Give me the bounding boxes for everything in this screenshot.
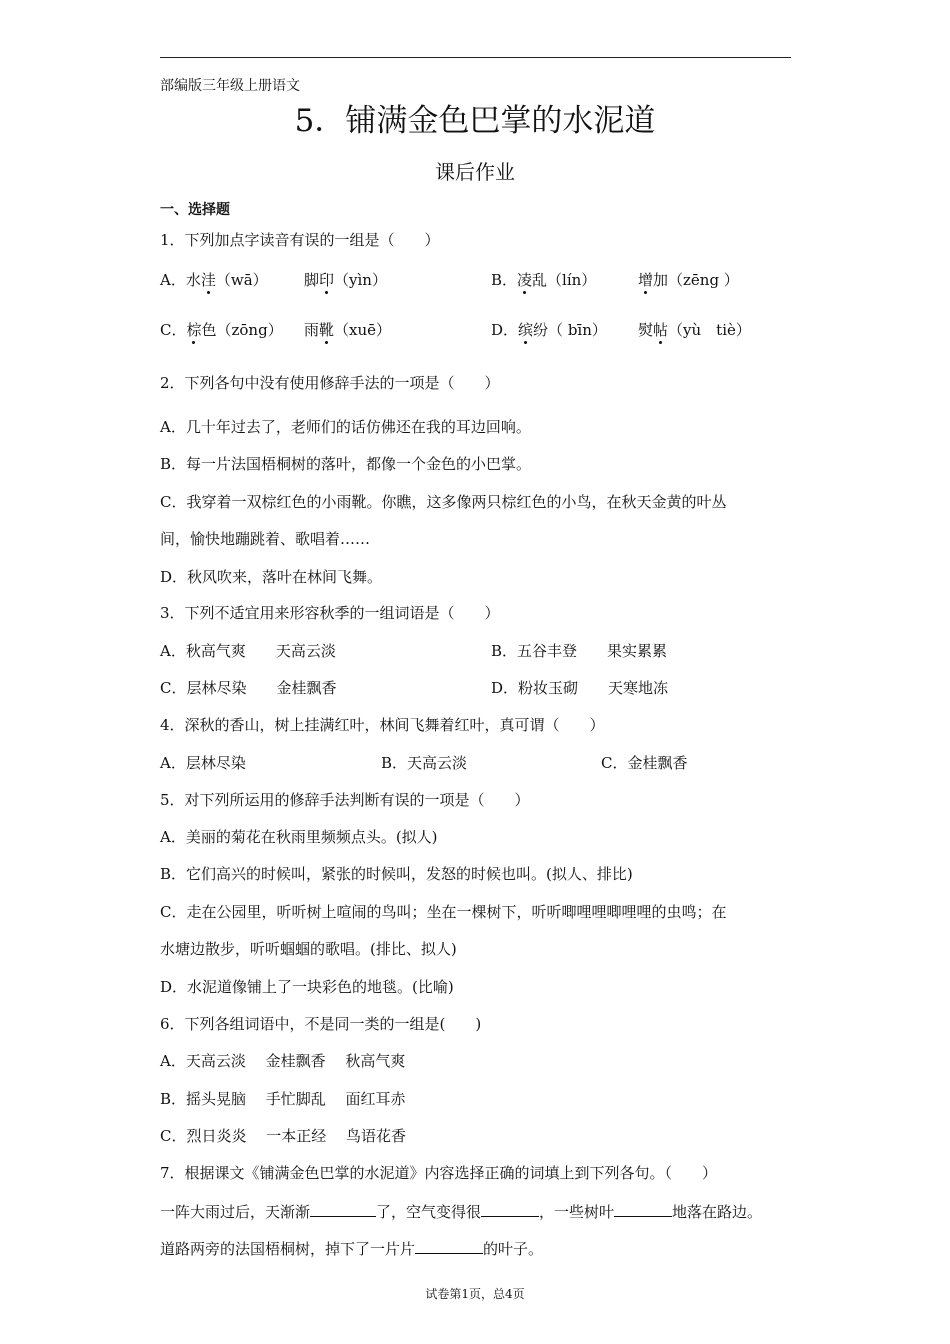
q5-option-a: A．美丽的菊花在秋雨里频频点头。(拟人): [160, 828, 438, 846]
q6-option-b: B．摇头晃脑 手忙脚乱 面红耳赤: [160, 1090, 406, 1108]
question-6-stem: 6．下列各组词语中，不是同一类的一组是( ): [160, 1015, 482, 1033]
q1-option-a-second: 脚印（yìn）: [304, 271, 387, 289]
q4-option-a: A．层林尽染: [160, 754, 246, 772]
document-header: 部编版三年级上册语文: [160, 78, 300, 94]
q5-option-c-line2: 水塘边散步，听听蝈蝈的歌唱。(排比、拟人): [160, 940, 457, 958]
q3-option-b: B．五谷丰登 果实累累: [491, 642, 668, 660]
question-1-stem: 1．下列加点字读音有误的一组是（ ）: [160, 231, 440, 249]
q7-fill-line-2: 道路两旁的法国梧桐树，掉下了一片片 的叶子。: [160, 1240, 544, 1258]
q1-option-d-first: D．缤纷（ bīn）: [491, 321, 607, 339]
q5-option-c-line1: C．走在公园里，听听树上喧闹的鸟叫；坐在一棵树下，听听唧哩哩唧哩哩的虫鸣；在: [160, 903, 727, 921]
page-subtitle: 课后作业: [435, 160, 515, 184]
question-2-stem: 2．下列各句中没有使用修辞手法的一项是（ ）: [160, 374, 500, 392]
q4-option-c: C．金桂飘香: [601, 754, 688, 772]
q5-option-b: B．它们高兴的时候叫，紧张的时候叫，发怒的时候也叫。(拟人、排比): [160, 865, 633, 883]
q7-fill-line-1: 一阵大雨过后，天渐渐 了，空气变得很 ，一些树叶 地落在路边。: [160, 1203, 763, 1221]
q4-option-b: B．天高云淡: [381, 754, 468, 772]
q1-option-b-second: 增加（zēng ）: [638, 271, 739, 289]
question-4-stem: 4．深秋的香山，树上挂满红叶，林间飞舞着红叶，真可谓（ ）: [160, 716, 605, 734]
q3-option-c: C．层林尽染 金桂飘香: [160, 679, 337, 697]
q3-option-a: A．秋高气爽 天高云淡: [160, 642, 336, 660]
question-3-stem: 3．下列不适宜用来形容秋季的一组词语是（ ）: [160, 604, 500, 622]
q1-option-c-first: C．棕色（zōng）: [160, 321, 283, 339]
blank-2[interactable]: [481, 1201, 539, 1217]
q3-option-d: D．粉妆玉砌 天寒地冻: [491, 679, 669, 697]
q1-option-d-second: 熨帖（yù tiè）: [638, 321, 751, 339]
q1-option-a-first: A．水洼（wā）: [160, 271, 268, 289]
q6-option-a: A．天高云淡 金桂飘香 秋高气爽: [160, 1052, 406, 1070]
q5-option-d: D．水泥道像铺上了一块彩色的地毯。(比喻): [160, 978, 454, 996]
question-5-stem: 5．对下列所运用的修辞手法判断有误的一项是（ ）: [160, 791, 530, 809]
q2-option-d: D．秋风吹来，落叶在林间飞舞。: [160, 568, 383, 586]
q6-option-c: C．烈日炎炎 一本正经 鸟语花香: [160, 1127, 407, 1145]
blank-4[interactable]: [415, 1238, 483, 1254]
page-title: 5．铺满金色巴掌的水泥道: [294, 103, 656, 139]
q1-option-b-first: B．凌乱（lín）: [491, 271, 597, 289]
q1-option-c-second: 雨靴（xuē）: [304, 321, 392, 339]
q2-option-b: B．每一片法国梧桐树的落叶，都像一个金色的小巴掌。: [160, 455, 532, 473]
blank-1[interactable]: [310, 1201, 376, 1217]
section-heading: 一、选择题: [160, 202, 230, 218]
q2-option-c-line2: 间，愉快地蹦跳着、歌唱着……: [160, 530, 371, 548]
q2-option-c-line1: C．我穿着一双棕红色的小雨靴。你瞧，这多像两只棕红色的小鸟，在秋天金黄的叶丛: [160, 493, 727, 511]
page-footer: 试卷第1页，总4页: [425, 1287, 525, 1301]
question-7-stem: 7．根据课文《铺满金色巴掌的水泥道》内容选择正确的词填上到下列各句。（ ）: [160, 1164, 718, 1182]
q2-option-a: A．几十年过去了，老师们的话仿佛还在我的耳边回响。: [160, 418, 531, 436]
blank-3[interactable]: [614, 1201, 672, 1217]
header-rule: [160, 57, 791, 58]
